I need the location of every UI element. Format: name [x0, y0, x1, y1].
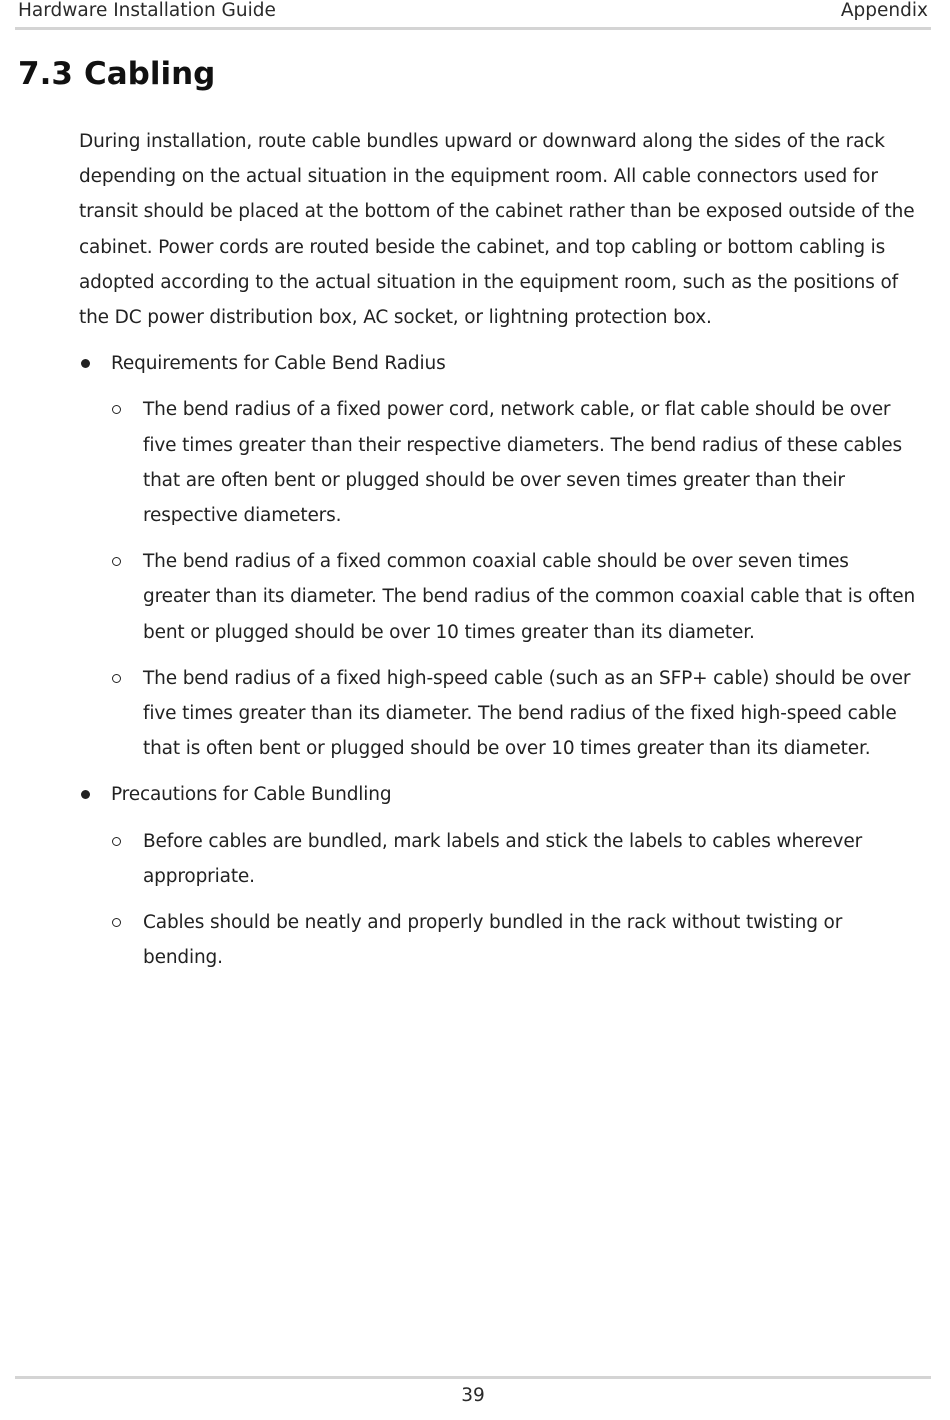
- bullet-item-bundling: [79, 777, 919, 812]
- hollow-bullet-icon: [112, 674, 121, 683]
- intro-paragraph: During installation, route cable bundles upward or downward along the sides of the rack depending on the actual situation in the equipment room. All cable connectors used for transit should be placed at the bottom of the cabinet rather than be exposed outside of the cabinet. Power cords are routed beside the cabinet, and top cabling or bottom cabling is adopted according to the actual situation in the equipment room, such as the positions of the DC power distribution box, AC socket, or lightning protection box.: [79, 131, 915, 329]
- sub-bullet-text: The bend radius of a fixed power cord, network cable, or flat cable should be over five times greater than their respective diameters. The bend radius of these cables that are often bent or plugged should be over seven times greater than their respective diameters.: [143, 399, 903, 527]
- bullet-text: Requirements for Cable Bend Radius: [111, 353, 446, 375]
- bullet-text: Precautions for Cable Bundling: [111, 784, 392, 806]
- hollow-bullet-icon: [112, 918, 121, 927]
- sub-bullet-text: Cables should be neatly and properly bundled in the rack without twisting or bending.: [143, 912, 843, 969]
- hollow-bullet-icon: [112, 837, 121, 846]
- header-document-title: Hardware Installation Guide: [18, 0, 276, 21]
- sub-bullet-item: [79, 544, 919, 650]
- hollow-bullet-icon: [112, 557, 121, 566]
- sub-bullet-item: [79, 824, 919, 894]
- sub-bullet-item: [79, 661, 919, 767]
- filled-bullet-icon: [81, 790, 90, 799]
- sub-bullet-item: [79, 392, 919, 533]
- sub-bullet-text: Before cables are bundled, mark labels and stick the labels to cables wherever appropriate.: [143, 830, 863, 887]
- section-body: [79, 124, 919, 975]
- sub-bullet-text: The bend radius of a fixed common coaxial cable should be over seven times greater than its diameter. The bend radius of the common coaxial cable that is often bent or plugged should be over 10 times greater than its diameter.: [143, 551, 916, 643]
- footer-divider: [15, 1376, 931, 1379]
- header-divider: [15, 27, 931, 30]
- header-chapter-name: Appendix: [840, 0, 928, 21]
- sub-bullet-text: The bend radius of a fixed high-speed cable (such as an SFP+ cable) should be over five times greater than its diameter. The bend radius of the fixed high-speed cable that is often bent or plugged should be over 10 times greater than its diameter.: [143, 667, 911, 760]
- sub-bullet-item: [79, 905, 919, 975]
- section-heading: [18, 56, 215, 92]
- section-title: Cabling: [84, 56, 216, 92]
- section-number: 7.3: [18, 56, 73, 92]
- hollow-bullet-icon: [112, 405, 121, 414]
- page-number: 39: [461, 1385, 485, 1406]
- bullet-item-bend-radius: [79, 346, 919, 381]
- filled-bullet-icon: [81, 359, 90, 368]
- running-header: [18, 0, 928, 24]
